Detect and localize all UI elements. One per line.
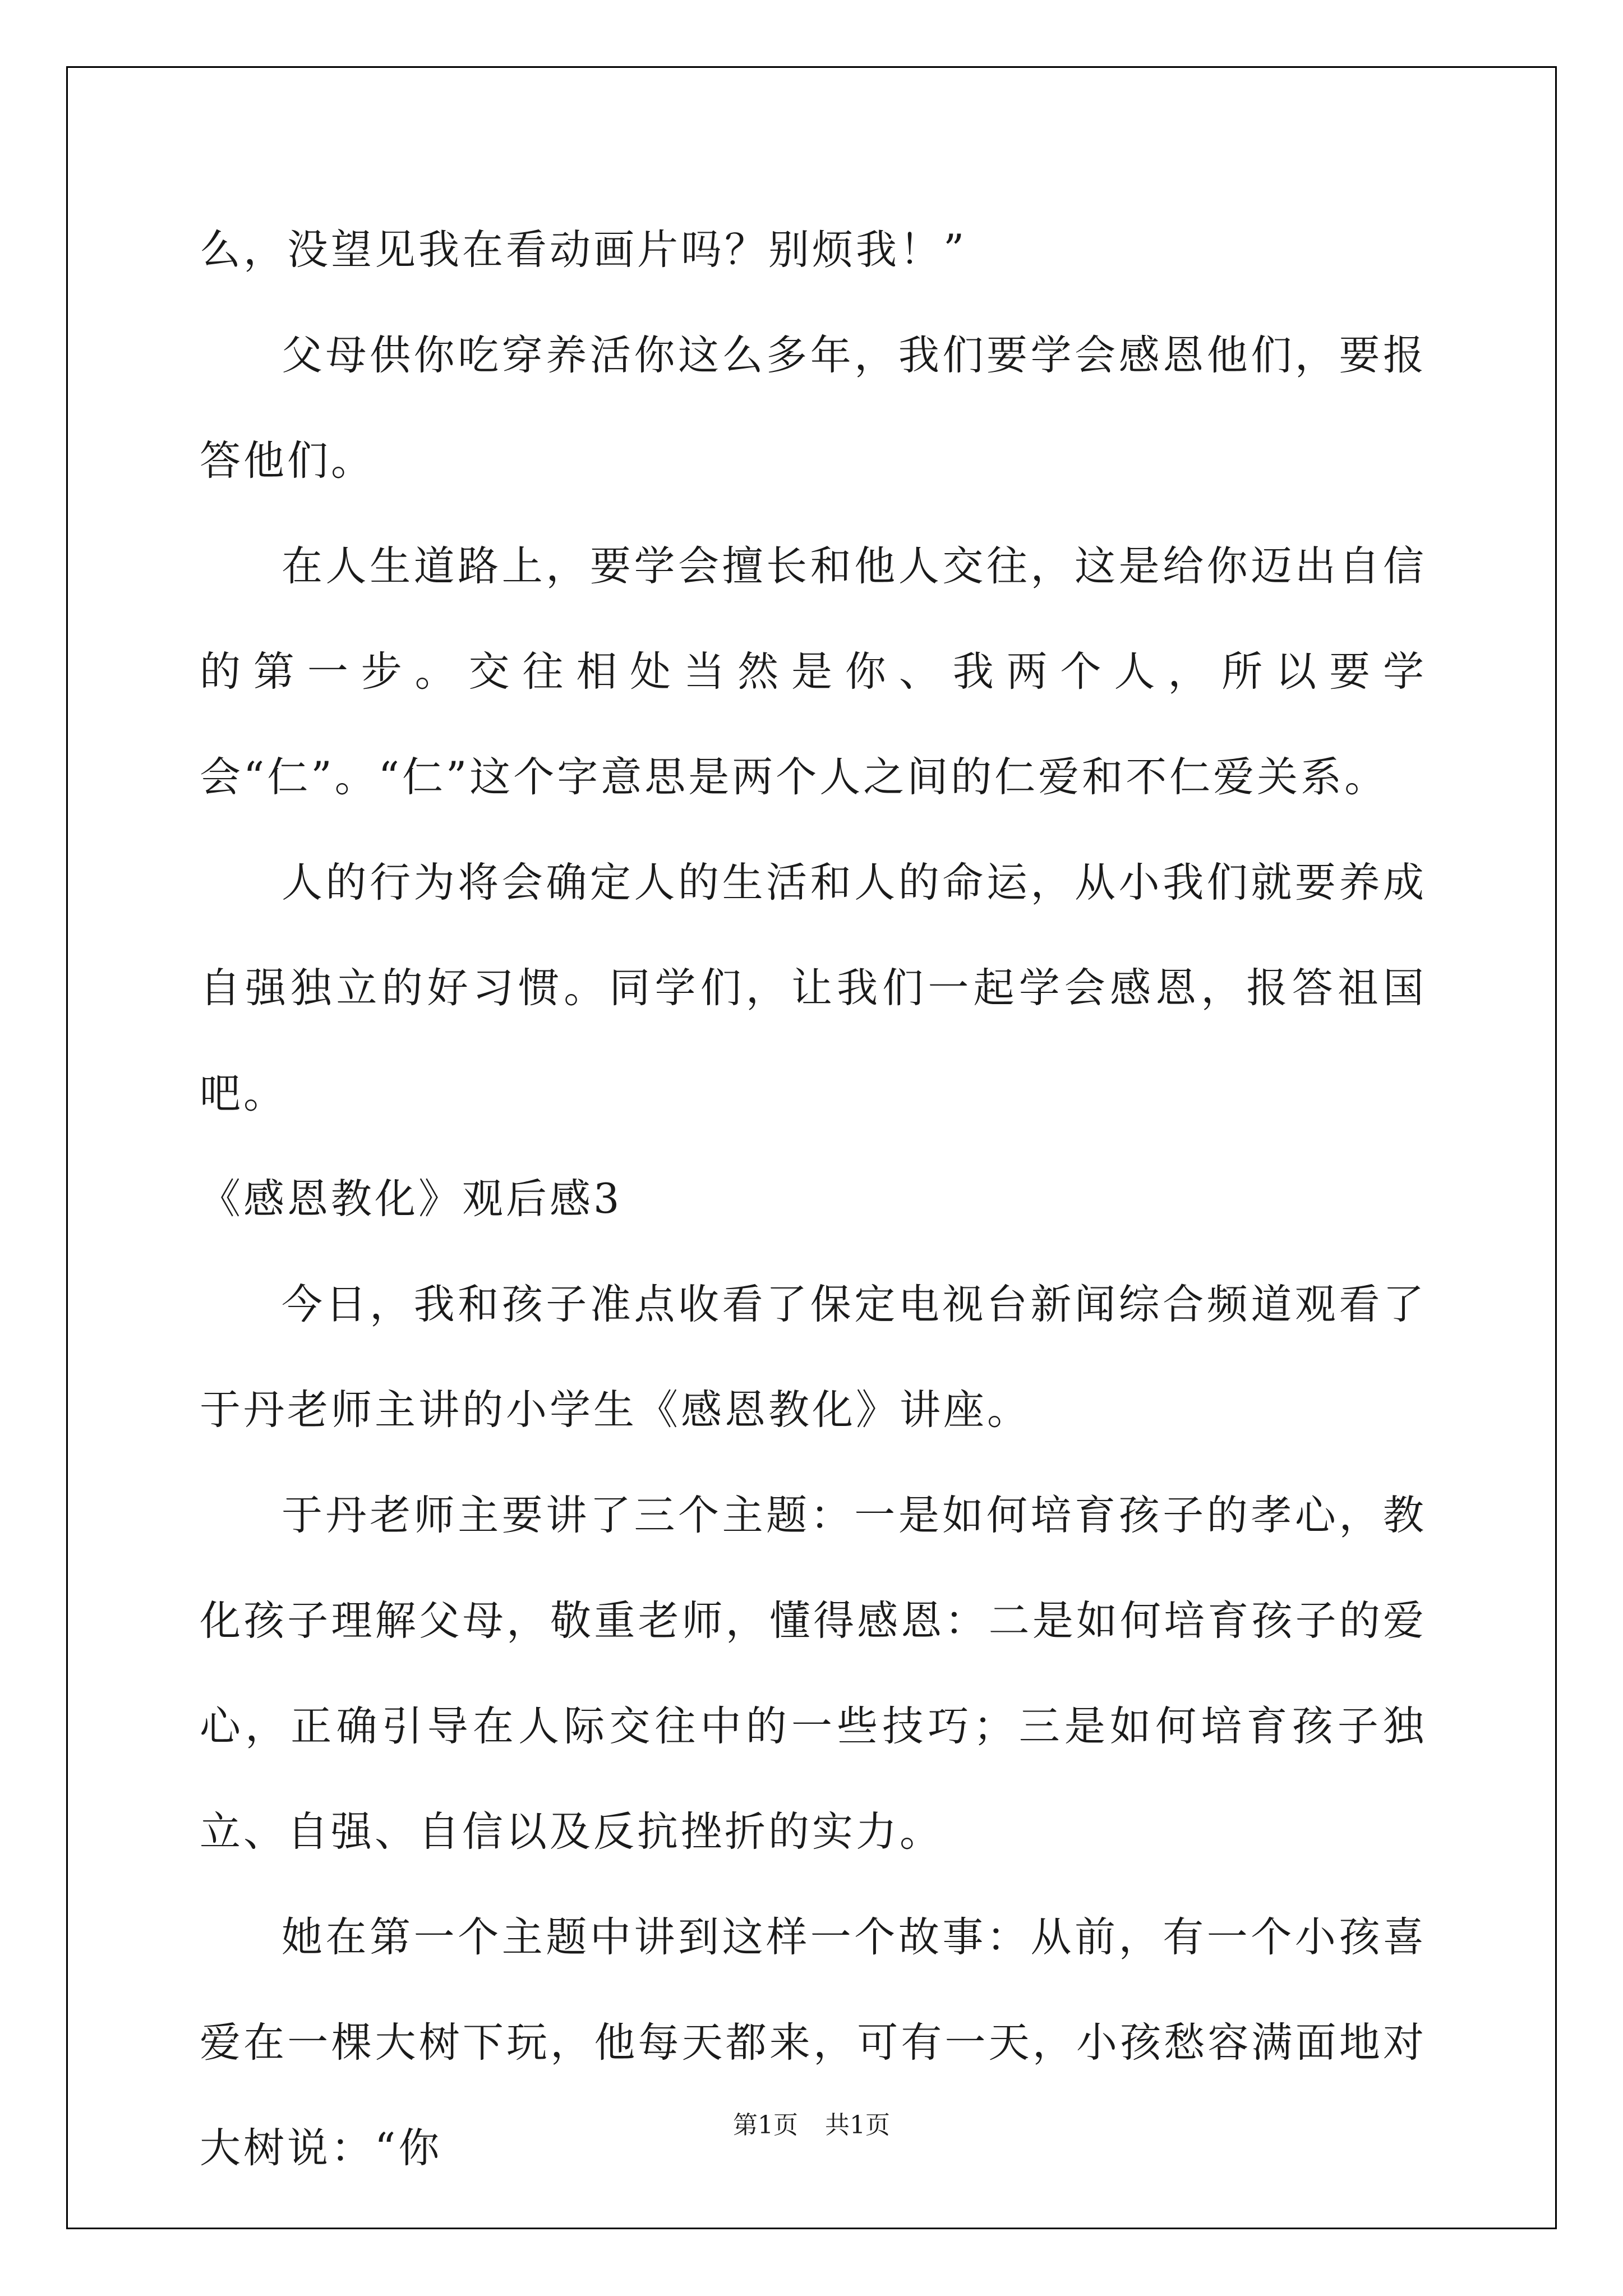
paragraph: 人的行为将会确定人的生活和人的命运，从小我们就要养成自强独立的好习惯。同学们，让我们一起学会感恩，报答祖国吧。	[200, 859, 1427, 1117]
paragraph: 么，没望见我在看动画片吗？别烦我！”	[200, 226, 967, 274]
paragraph: 在人生道路上，要学会擅长和他人交往，这是给你迈出自信的第一步。交往相处当然是你、我两个人，所以要学会“仁”。“仁”这个字意思是两个人之间的仁爱和不仁爱关系。	[200, 542, 1427, 801]
paragraph: 她在第一个主题中讲到这样一个故事：从前，有一个小孩喜爱在一棵大树下玩，他每天都来，可有一天，小孩愁容满面地对大树说：“你	[200, 1913, 1427, 2172]
section-heading: 《感恩教化》观后感3	[200, 1175, 623, 1223]
paragraph: 今日，我和孩子准点收看了保定电视台新闻综合频道观看了于丹老师主讲的小学生《感恩教化》讲座。	[200, 1281, 1427, 1434]
document-body	[200, 197, 1427, 2201]
page-number: 第1页	[733, 2111, 798, 2139]
page-footer	[0, 2105, 1623, 2141]
paragraph: 于丹老师主要讲了三个主题：一是如何培育孩子的孝心，教化孩子理解父母，敬重老师，懂得感恩：二是如何培育孩子的爱心，正确引导在人际交往中的一些技巧；三是如何培育孩子独立、自强、自信以及反抗挫折的实力。	[200, 1492, 1427, 1856]
paragraph: 父母供你吃穿养活你这么多年，我们要学会感恩他们，要报答他们。	[200, 332, 1427, 485]
page-total: 共1页	[825, 2111, 890, 2139]
